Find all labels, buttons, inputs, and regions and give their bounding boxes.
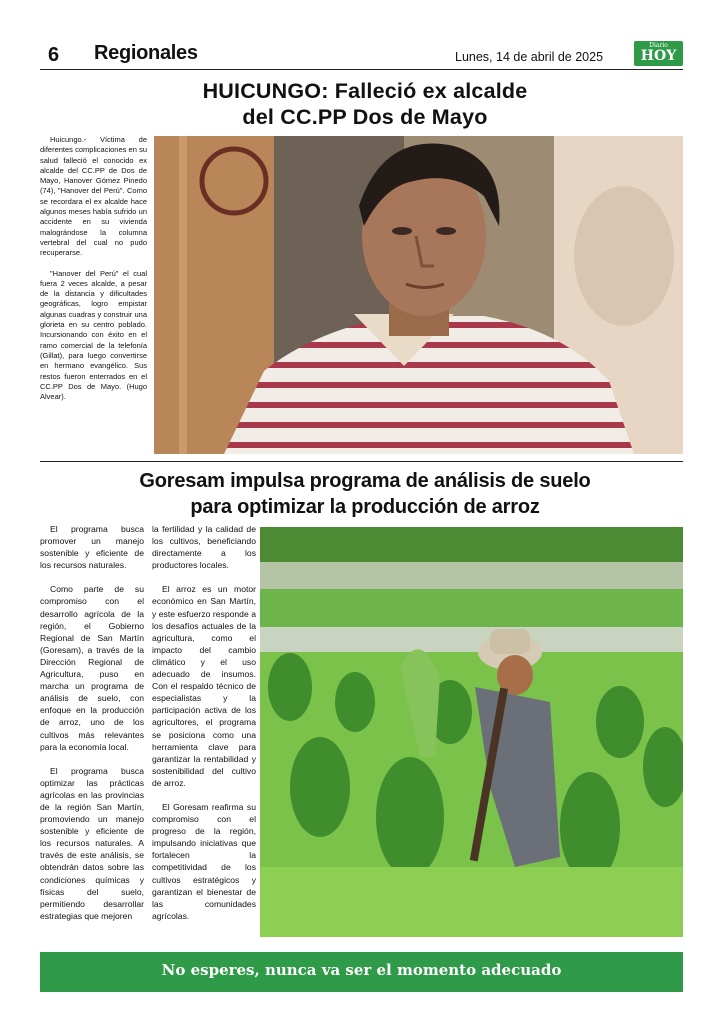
article1-headline-line2: del CC.PP Dos de Mayo [242, 105, 488, 129]
article2-headline-line1: Goresam impulsa programa de análisis de suelo [139, 470, 591, 492]
article2-paragraph: la fertilidad y la calidad de los cultivos, beneficiando directamente a los productores locales. [152, 524, 256, 571]
article1-paragraph: Huicungo.- Víctima de diferentes complicaciones en su salud falleció el conocido ex alcalde del CC.PP de Dos de Mayo, Hanover Gómez Pinedo (74), "Hanover del Perú". Como se recordara el ex alcalde hace algunos meses había sufrido un accidente en su vivienda malográndose la columna vertebral del cual no pudo recuperarse. [40, 135, 147, 258]
article2-column-a [40, 523, 144, 922]
newspaper-logo [634, 41, 683, 66]
article2-paragraph: Como parte de su compromiso con el desarrollo agrícola de la región, el Gobierno Regional de San Martín (Goresam), a través de la Dirección Regional de Agricultura, puso en marcha un programa de análisis de suelo, con enfoque en la producción de arroz, uno de los cultivos más relevantes para la economía local. [40, 584, 144, 752]
publication-date: Lunes, 14 de abril de 2025 [455, 50, 604, 64]
portrait-photo-illustration [154, 136, 683, 454]
rice-field-photo-illustration [260, 527, 683, 937]
page-number: 6 [48, 44, 60, 66]
logo-big-text: HOY [640, 48, 677, 64]
section-title: Regionales [94, 42, 198, 64]
footer-banner [40, 952, 683, 992]
article2-paragraph: El programa busca optimizar las prácticas agrícolas en las provincias de la región San Martín, promoviendo un manejo sostenible y eficiente de los recursos naturales. A través de este análisis, se obtendrán datos sobre las condiciones químicas y físicas del suelo, permitiendo desarrollar estrategias que mejoren [40, 765, 144, 921]
article-divider [40, 461, 683, 462]
header-divider [40, 69, 683, 70]
article2-paragraph: El arroz es un motor económico en San Martín, y este esfuerzo responde a los desafíos actuales de la agricultura, como el impacto del cambio climático y el uso adecuado de insumos. Con el respaldo técnico de especialistas y la participación activa de los agricultores, el programa se posiciona como una herramienta clave para garantizar la rentabilidad y sostenibilidad del cultivo de arroz. [152, 584, 256, 788]
article2-paragraph: El Goresam reafirma su compromiso con el progreso de la región, impulsando iniciativas que fortalecen la competitividad de los cultivos estratégicos y garantizan el bienestar de las comunidades agrícolas. [152, 801, 256, 921]
article1-headline [110, 78, 620, 130]
article1-body [40, 135, 147, 402]
article1-paragraph: "Hanover del Perú" el cual fuera 2 veces alcalde, a pesar de la distancia y dificultades geográficas, logro empistar algunas cuadras y construir una glorieta en su centro poblado. Incursionando con éxito en el ramo comercial de la telefonía (Gillat), para luego convertirse en hermano evangélico. Sus restos fueron enterrados en el CC.PP Dos de Mayo. (Hugo Alvear). [40, 268, 147, 402]
article2-column-b [152, 523, 256, 922]
footer-banner-text: No esperes, nunca va ser el momento adecuado [161, 961, 562, 979]
article2-headline [80, 468, 650, 520]
article2-paragraph: El programa busca promover un manejo sostenible y eficiente de los recursos naturales. [40, 524, 144, 571]
article1-photo [154, 136, 683, 454]
article1-headline-line1: HUICUNGO: Falleció ex alcalde [202, 79, 528, 103]
logo-small-text: Diario [649, 42, 668, 49]
article2-photo [260, 527, 683, 937]
article2-headline-line2: para optimizar la producción de arroz [190, 496, 540, 518]
